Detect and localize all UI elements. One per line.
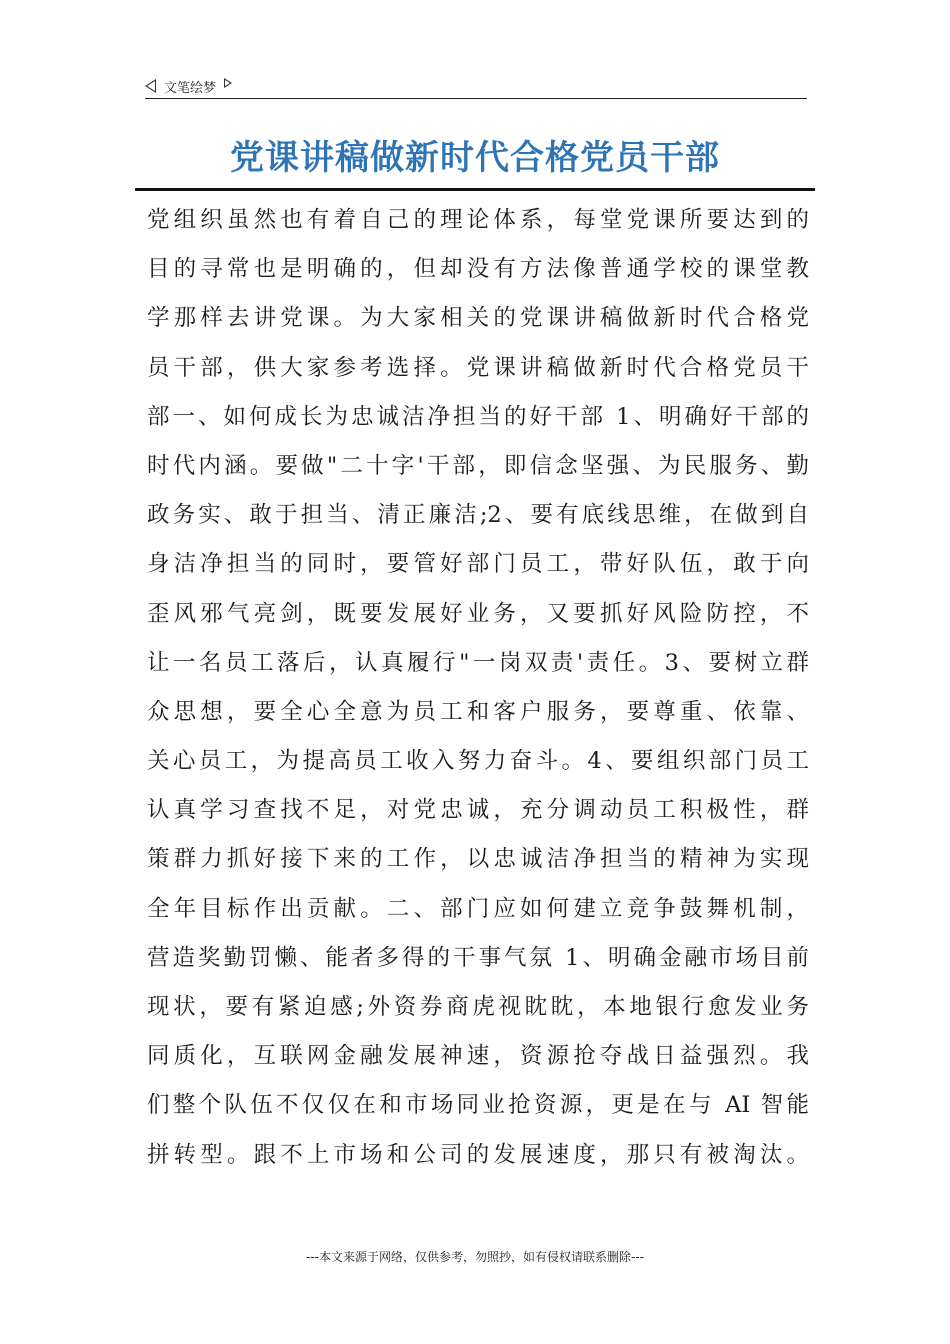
triangle-right-icon (224, 78, 232, 88)
body-line: 关心员工，为提高员工收入努力奋斗。4、要组织部门员工 (147, 748, 809, 775)
document-title: 党课讲稿做新时代合格党员干部 (230, 138, 720, 178)
body-line: 时代内涵。要做"二十字'干部，即信念坚强、为民服务、勤 (147, 452, 809, 479)
body-line: 同质化，互联网金融发展神速，资源抢夺战日益强烈。我 (147, 1043, 809, 1070)
page-header (145, 74, 807, 99)
header-label: 文笔绘梦 (164, 80, 217, 96)
body-line: 歪风邪气亮剑，既要发展好业务，又要抓好风险防控，不 (147, 600, 809, 627)
body-line: 全年目标作出贡献。二、部门应如何建立竞争鼓舞机制， (147, 895, 809, 922)
body-line: 政务实、敢于担当、清正廉洁;2、要有底线思维，在做到自 (147, 502, 809, 529)
document-body (147, 196, 809, 1180)
body-line: 认真学习查找不足，对党忠诚，充分调动员工积极性，群 (147, 797, 809, 824)
body-line: 身洁净担当的同时，要管好部门员工，带好队伍，敢于向 (147, 551, 809, 578)
body-line: 目的寻常也是明确的，但却没有方法像普通学校的课堂教 (147, 256, 809, 283)
body-line: 让一名员工落后，认真履行"一岗双责'责任。3、要树立群 (147, 649, 809, 676)
page-footer-disclaimer: ---本文来源于网络，仅供参考，勿照抄，如有侵权请联系删除--- (306, 1250, 644, 1264)
body-line: 部一、如何成长为忠诚洁净担当的好干部 1、明确好干部的 (147, 403, 809, 430)
triangle-left-icon (145, 79, 156, 93)
body-line: 拼转型。跟不上市场和公司的发展速度，那只有被淘汰。 (147, 1141, 809, 1168)
body-line: 现状，要有紧迫感;外资券商虎视眈眈，本地银行愈发业务 (147, 994, 809, 1020)
body-line: 众思想，要全心全意为员工和客户服务，要尊重、依靠、 (147, 698, 809, 725)
body-line: 员干部，供大家参考选择。党课讲稿做新时代合格党员干 (147, 354, 809, 381)
body-line: 们整个队伍不仅仅在和市场同业抢资源，更是在与 AI 智能 (147, 1092, 809, 1119)
body-line: 学那样去讲党课。为大家相关的党课讲稿做新时代合格党 (147, 305, 809, 332)
body-line: 党组织虽然也有着自己的理论体系，每堂党课所要达到的 (147, 207, 809, 233)
body-line: 策群力抓好接下来的工作，以忠诚洁净担当的精神为实现 (147, 846, 809, 873)
body-line: 营造奖勤罚懒、能者多得的干事气氛 1、明确金融市场目前 (147, 944, 809, 971)
title-divider (135, 188, 815, 191)
